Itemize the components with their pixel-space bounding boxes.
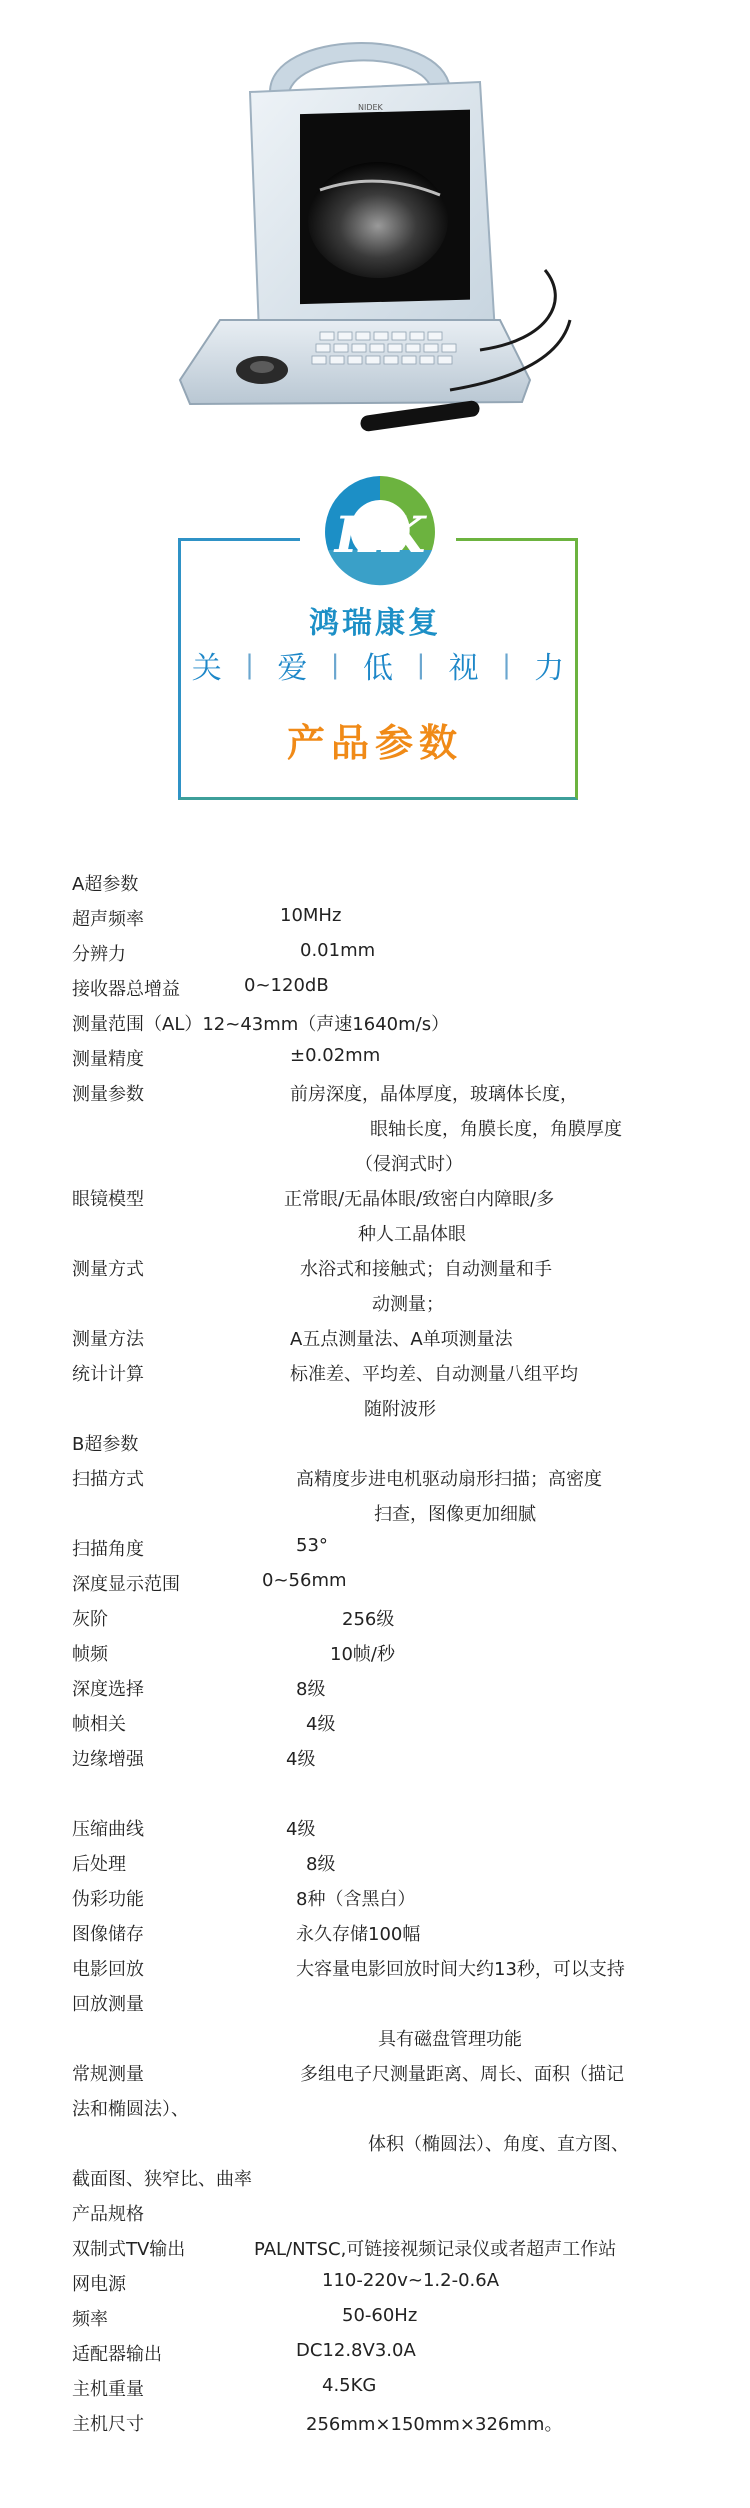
spec-label: 边缘增强 [72,1749,144,1770]
spec-label: 双制式TV输出 [72,2239,186,2260]
spec-value: 高精度步进电机驱动扇形扫描；高密度 [296,1469,602,1490]
spec-label: 常规测量 [72,2064,144,2085]
spec-value-cont: 体积（椭圆法）、角度、直方图、 [368,2134,629,2155]
spec-value-cont: 回放测量 [72,1994,144,2015]
spec-label: 测量方式 [72,1259,144,1280]
spec-label: 适配器输出 [72,2344,162,2365]
spec-value: 8级 [296,1679,326,1700]
spec-heading: A超参数 [72,874,139,895]
brand-name: 鸿瑞康复 [309,606,441,641]
spec-value: 110-220v~1.2-0.6A [322,2270,500,2291]
slogan-char: 力 [534,651,565,686]
scan-image [308,162,448,278]
spec-value: A五点测量法、A单项测量法 [290,1329,513,1350]
spec-value-cont: 随附波形 [364,1399,436,1420]
slogan-divider: | [330,650,340,680]
slogan-char: 爱 [277,651,308,686]
spec-heading: B超参数 [72,1434,139,1455]
spec-value-cont: 种人工晶体眼 [358,1224,466,1245]
section-title: 产品参数 [286,721,463,765]
spec-value: 前房深度，晶体厚度，玻璃体长度， [290,1084,578,1105]
spec-value: 4级 [306,1714,336,1735]
spec-value-cont: 动测量； [372,1294,444,1315]
spec-label: 后处理 [72,1854,126,1875]
spec-label: 眼镜模型 [72,1189,144,1210]
svg-text:HK: HK [334,505,426,564]
spec-value: 8种（含黑白） [296,1889,416,1910]
spec-value-cont: 眼轴长度，角膜长度，角膜厚度 [370,1119,622,1140]
spec-label: 电影回放 [72,1959,144,1980]
spec-value: 4.5KG [322,2375,377,2396]
spec-value: ±0.02mm [290,1045,381,1066]
spec-label: 扫描角度 [72,1539,144,1560]
spec-value-cont: 扫查，图像更加细腻 [374,1504,536,1525]
spec-value: DC12.8V3.0A [296,2340,416,2361]
spec-value-cont: 截面图、狭窄比、曲率 [72,2169,252,2190]
spec-label: 主机尺寸 [72,2414,144,2435]
spec-label: 图像储存 [72,1924,144,1945]
spec-label: 灰阶 [72,1609,108,1630]
spec-label: 压缩曲线 [72,1819,144,1840]
spec-value: 53° [296,1535,328,1556]
spec-value: 4级 [286,1749,316,1770]
spec-value: 水浴式和接触式；自动测量和手 [300,1259,552,1280]
ultrasound-device-image [150,20,580,440]
spec-value: 4级 [286,1819,316,1840]
slogan-char: 关 [191,651,222,686]
spec-value: 0~120dB [244,975,329,996]
spec-value: 0.01mm [300,940,376,961]
spec-label: 伪彩功能 [72,1889,144,1910]
spec-value: 256级 [342,1609,395,1630]
spec-label: 统计计算 [72,1364,144,1385]
spec-label: 频率 [72,2309,108,2330]
spec-value: 256mm×150mm×326mm。 [306,2414,563,2435]
spec-value: 50-60Hz [342,2305,418,2326]
spec-label: 主机重量 [72,2379,144,2400]
frame-top-right-border [456,538,578,541]
spec-label: 帧相关 [72,1714,126,1735]
spec-label: 超声频率 [72,909,144,930]
spec-label: 测量精度 [72,1049,144,1070]
probe [359,400,480,433]
slogan-divider: | [245,650,254,680]
spec-value: 标准差、平均差、自动测量八组平均 [290,1364,578,1385]
spec-value: 正常眼/无晶体眼/致密白内障眼/多 [284,1189,555,1210]
slogan-divider: | [416,650,426,680]
brand-label-on-device: NIDEK [358,103,383,112]
spec-value-cont: 法和椭圆法）、 [72,2099,189,2120]
spec-value: 永久存储100幅 [296,1924,421,1945]
keyboard [312,332,456,364]
frame-top-left-border [178,538,300,541]
spec-label: 深度显示范围 [72,1574,180,1595]
spec-label: 扫描方式 [72,1469,144,1490]
spec-label: 网电源 [72,2274,126,2295]
spec-value: 0~56mm [262,1570,347,1591]
spec-value-cont: （侵润式时） [355,1154,463,1175]
slogan-char: 视 [448,651,479,686]
spec-label: 深度选择 [72,1679,144,1700]
spec-heading: 产品规格 [72,2204,144,2225]
spec-label: 测量方法 [72,1329,144,1350]
spec-value: 10帧/秒 [330,1644,395,1665]
spec-line: 测量范围（AL）12~43mm（声速1640m/s） [72,1014,450,1035]
spec-label: 测量参数 [72,1084,144,1105]
slogan-char: 低 [363,651,393,686]
spec-label: 接收器总增益 [72,979,180,1000]
spec-value: 多组电子尺测量距离、周长、面积（描记 [300,2064,624,2085]
spec-label: 分辨力 [72,944,126,965]
spec-value: 10MHz [280,905,342,926]
hk-logo-icon [318,470,442,594]
spec-value-cont: 具有磁盘管理功能 [378,2029,522,2050]
spec-value: 8级 [306,1854,336,1875]
slogan [180,645,576,685]
slogan-divider: | [502,650,511,680]
spec-label: 帧频 [72,1644,108,1665]
spec-value: PAL/NTSC,可链接视频记录仪或者超声工作站 [254,2239,617,2260]
spec-value: 大容量电影回放时间大约13秒，可以支持 [296,1959,625,1980]
